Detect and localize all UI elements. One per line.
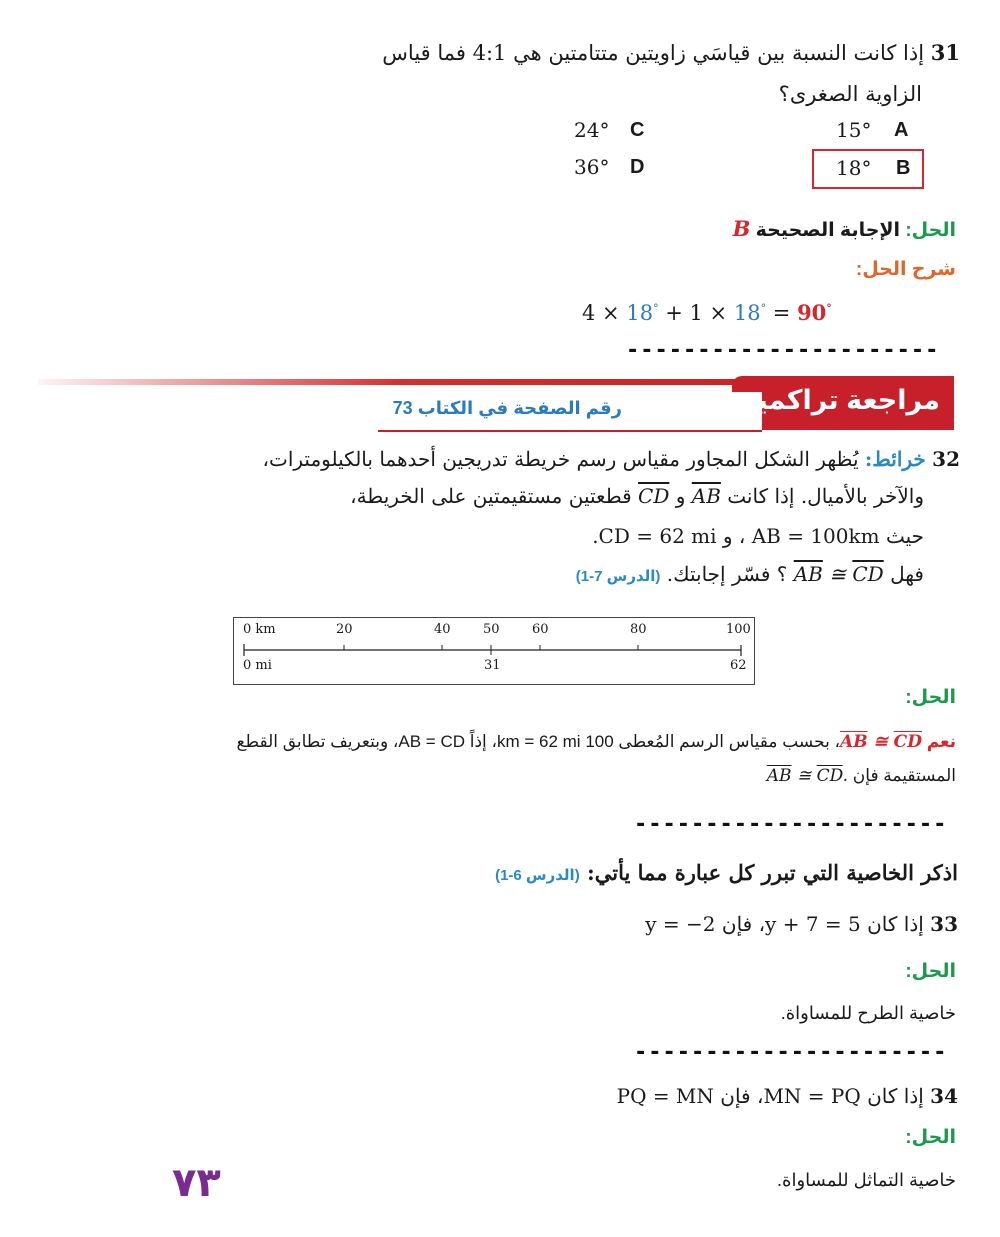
choice-b[interactable] bbox=[812, 149, 924, 189]
q33-answer: خاصية الطرح للمساواة. bbox=[780, 1003, 956, 1023]
choice-a[interactable] bbox=[818, 118, 918, 146]
q32-text2b: و bbox=[675, 484, 686, 508]
mi-label-0: 0 mi bbox=[243, 658, 272, 673]
q31-line2: الزاوية الصغرى؟ bbox=[778, 82, 922, 106]
q33-number: 33 bbox=[930, 912, 958, 936]
segment-cd: $\overline{CD}$ bbox=[638, 484, 670, 508]
eq-part: = bbox=[772, 301, 791, 325]
solution-32-line2 bbox=[767, 766, 956, 786]
q32-keyword: خرائط: bbox=[864, 447, 926, 471]
solution-congruence: $\overline{AB}$ ≅ $\overline{CD}$ bbox=[840, 732, 922, 752]
solution-yes: نعم bbox=[926, 732, 956, 751]
mi-label-31: 31 bbox=[484, 658, 501, 673]
solution-label: الحل: bbox=[905, 961, 956, 982]
km-label-50: 50 bbox=[483, 622, 500, 637]
choice-a-letter: A bbox=[894, 119, 909, 141]
q31-line1 bbox=[240, 40, 960, 65]
choice-d[interactable] bbox=[574, 155, 674, 183]
page-number: ٧٣ bbox=[172, 1161, 221, 1205]
q32-line2 bbox=[350, 484, 924, 508]
separator: ---------------------- bbox=[634, 812, 948, 837]
km-label-40: 40 bbox=[434, 622, 451, 637]
eq-part: + 1 × bbox=[665, 301, 728, 325]
lesson-ref: (الدرس 7-1) bbox=[575, 568, 661, 585]
q32-text1: يُظهر الشكل المجاور مقياس رسم خريطة تدريجين أحدهما بالكيلومترات، bbox=[262, 447, 859, 471]
solution-32-line1 bbox=[237, 732, 957, 752]
equation-31 bbox=[582, 300, 832, 325]
solution-answer-letter: B bbox=[732, 216, 751, 241]
mi-label-62: 62 bbox=[730, 658, 747, 673]
solution-label: الحل: bbox=[905, 687, 956, 708]
q32-text4a: فهل bbox=[890, 562, 924, 586]
separator: ---------------------- bbox=[634, 1040, 948, 1065]
eq-degree: ° bbox=[826, 302, 832, 315]
eq-result: 90 bbox=[797, 300, 827, 325]
q33 bbox=[645, 912, 958, 936]
eq-degree: ° bbox=[653, 302, 659, 315]
q32-line3: حيث AB = 100km ، و CD = 62 mi. bbox=[592, 524, 924, 548]
q32-text2a: والآخر بالأميال. إذا كانت bbox=[727, 484, 924, 508]
q32-line1 bbox=[80, 447, 960, 471]
q31-number: 31 bbox=[930, 40, 960, 65]
explain-label: شرح الحل: bbox=[855, 259, 956, 280]
q32-number: 32 bbox=[932, 447, 960, 471]
choice-a-value: 15° bbox=[836, 118, 872, 142]
solution-32-text2: المستقيمة فإن bbox=[852, 766, 956, 785]
congruence-statement: $\overline{AB}$ ≅ $\overline{CD}$ bbox=[793, 562, 884, 586]
solution-32-text1: ، بحسب مقياس الرسم المُعطى 100 km = 62 mi، إذاً AB = CD، وبتعريف تطابق القطع bbox=[236, 732, 841, 751]
eq-angle: 18 bbox=[733, 301, 761, 325]
q32-line4 bbox=[576, 562, 924, 586]
choice-b-value: 18° bbox=[836, 156, 872, 180]
solution-label: الحل: bbox=[905, 220, 956, 241]
km-label-100: 100 bbox=[726, 622, 751, 637]
choice-c-letter: C bbox=[630, 119, 645, 141]
choice-b-letter: B bbox=[896, 157, 911, 179]
eq-angle: 18 bbox=[626, 301, 654, 325]
segment-ab: $\overline{AB}$ bbox=[691, 484, 721, 508]
section-title: اذكر الخاصية التي تبرر كل عبارة مما يأتي: bbox=[587, 860, 958, 885]
km-label-80: 80 bbox=[630, 622, 647, 637]
banner-title: مراجعة تراكمية bbox=[741, 385, 940, 415]
solution-answer-text: الإجابة الصحيحة bbox=[755, 220, 901, 241]
q33-text: إذا كان y + 7 = 5، فإن y = −2 bbox=[645, 912, 924, 936]
choice-d-value: 36° bbox=[574, 155, 610, 179]
eq-part: 4 × bbox=[582, 301, 620, 325]
section-heading bbox=[495, 860, 958, 885]
q34 bbox=[617, 1084, 958, 1108]
q31-text1: إذا كانت النسبة بين قياسَي زاويتين متتامتين هي 4:1 فما قياس bbox=[382, 41, 925, 65]
q34-answer: خاصية التماثل للمساواة. bbox=[777, 1170, 956, 1190]
section-lesson: (الدرس 6-1) bbox=[495, 867, 580, 884]
km-label-60: 60 bbox=[532, 622, 549, 637]
map-scale-figure bbox=[233, 617, 755, 685]
km-label-0: 0 km bbox=[243, 622, 276, 637]
q34-text: إذا كان MN = PQ، فإن PQ = MN bbox=[616, 1084, 924, 1108]
banner-page-ref: رقم الصفحة في الكتاب 73 bbox=[392, 398, 622, 418]
eq-degree: ° bbox=[760, 302, 767, 315]
choice-c-value: 24° bbox=[574, 118, 610, 142]
q32-text4b: ؟ فسّر إجابتك. bbox=[666, 562, 788, 586]
choice-d-letter: D bbox=[630, 156, 645, 178]
q34-number: 34 bbox=[930, 1084, 958, 1108]
solution-31 bbox=[733, 216, 956, 242]
choice-c[interactable] bbox=[574, 118, 674, 146]
solution-congruence-2: $\overline{AB}$ ≅ $\overline{CD}$. bbox=[766, 766, 849, 786]
q32-text2c: قطعتين مستقيمتين على الخريطة، bbox=[350, 484, 632, 508]
separator: ---------------------- bbox=[626, 338, 940, 363]
km-label-20: 20 bbox=[336, 622, 353, 637]
solution-label: الحل: bbox=[905, 1127, 956, 1148]
